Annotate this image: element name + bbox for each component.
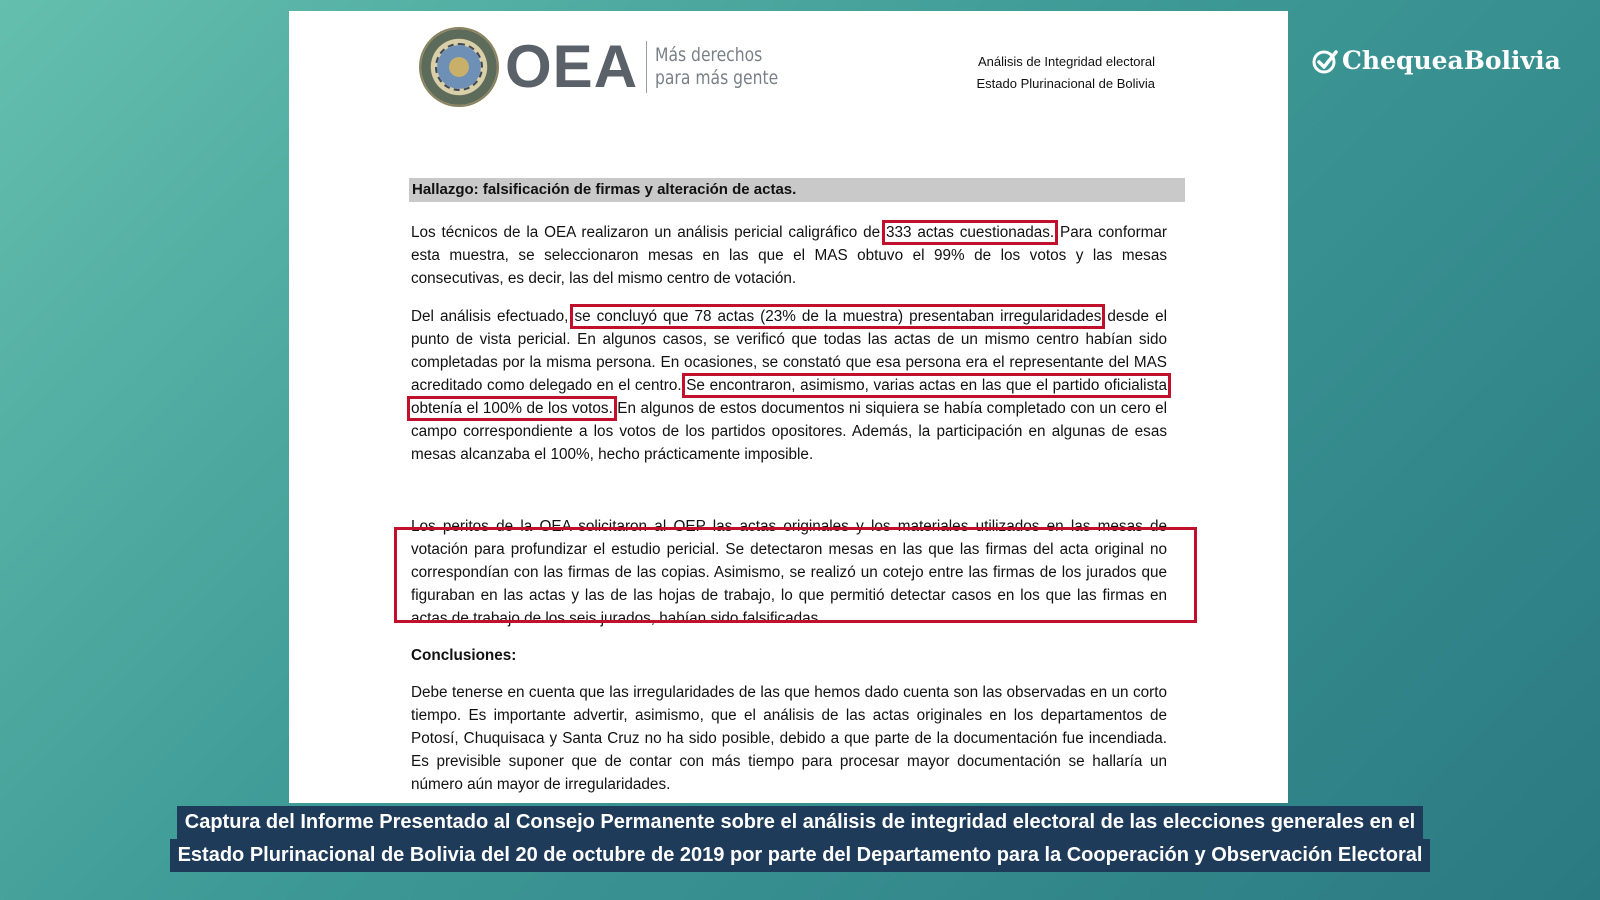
p2-text-b: desde el punto de vista pericial. En algunos casos, se verificó que todas las actas de un mismo centro habían sido completadas por la misma persona. En ocasiones, se constató que esa persona era el representante del MAS acreditado como delegado en el centro. [411,308,1167,394]
tagline-line-1: Más derechos [655,44,763,66]
p3-highlight: Se detectaron mesas en las que las firmas del acta original no correspondían con las firmas de las copias. Asimismo, se realizó un cotejo entre las firmas de los jurados que figuraban en las actas y las de las hojas de trabajo, lo que permitió detectar casos en los que las firmas en actas de trabajo de los seis jurados, habían sido falsificadas. [411,541,1167,627]
chequeabolivia-logo [1312,46,1561,75]
logo-divider [646,41,647,93]
check-circle-icon [1312,48,1338,74]
p2-text-c: En algunos de estos documentos ni siquiera se había completado con un cero el campo correspondiente a los votos de los partidos opositores. Además, la participación en algunas de esas mesas alcanzaba el 100%, hecho prácticamente imposible. [411,400,1167,463]
p3-text-a: Los peritos de la OEA solicitaron al OEP las actas originales y los materiales utilizados en las mesas de votación para profundizar el estudio pericial. [411,518,1167,558]
header-right-line-2: Estado Plurinacional de Bolivia [976,76,1155,91]
oea-seal-icon [419,27,499,107]
oea-tagline [655,44,778,90]
document-header [409,11,1185,121]
p1-text-b: Para conformar esta muestra, se seleccionaron mesas en las que el MAS obtuvo el 99% de los votos y las mesas consecutivas, es decir, las del mismo centro de votación. [411,224,1168,287]
paragraph-3 [411,515,1167,630]
oea-wordmark: OEA [505,33,639,100]
document-page [289,11,1288,803]
p1-highlight: 333 actas cuestionadas. [885,224,1055,241]
p2-highlight-1: se concluyó que 78 actas (23% de la muestra) presentaban irregularidades [574,308,1102,325]
header-right-line-1: Análisis de Integridad electoral [977,54,1155,69]
p2-highlight-2: Se encontraron, asimismo, varias actas en las que el partido oficialista obtenía el 100% de los votos. [411,377,1167,417]
paragraph-2 [411,305,1167,466]
hallazgo-heading: Hallazgo: falsificación de firmas y alteración de actas. [409,178,1185,202]
header-right [977,51,1156,95]
brand-name: ChequeaBolivia [1342,46,1561,75]
conclusiones-heading: Conclusiones: [411,647,517,664]
caption-line-2: Estado Plurinacional de Bolivia del 20 de octubre de 2019 por parte del Departamento para la Cooperación y Observación Electoral [170,839,1431,872]
caption [0,806,1600,872]
tagline-line-2: para más gente [655,67,779,89]
p1-text-a: Los técnicos de la OEA realizaron un análisis pericial caligráfico de [411,224,886,241]
caption-line-1: Captura del Informe Presentado al Consejo Permanente sobre el análisis de integridad electoral de las elecciones generales en el [177,806,1423,839]
paragraph-4: Debe tenerse en cuenta que las irregularidades de las que hemos dado cuenta son las observadas en un corto tiempo. Es importante advertir, asimismo, que el análisis de las actas originales en los departamentos de Potosí, Chuquisaca y Santa Cruz no ha sido posible, debido a que parte de la documentación fue incendiada. Es previsible suponer que de contar con más tiempo para procesar mayor documentación se hallaría un número aún mayor de irregularidades. [411,684,1167,793]
document-body [409,11,1185,793]
paragraph-1 [411,221,1167,290]
oea-logo [419,27,805,107]
p2-text-a: Del análisis efectuado, [411,308,575,325]
